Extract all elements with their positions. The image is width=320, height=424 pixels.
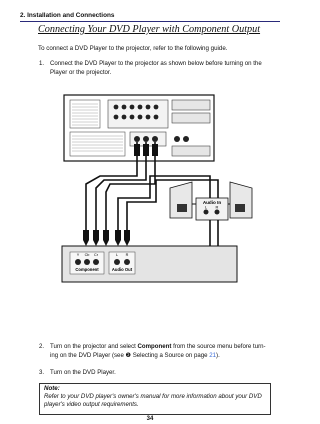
step-2 xyxy=(39,342,279,364)
step-line: Connect the DVD Player to the projector as shown below before turning on the xyxy=(50,60,262,67)
audio-in-l-label: L xyxy=(204,204,208,210)
audio-out-label: Audio Out xyxy=(111,267,133,272)
dvd-player xyxy=(62,246,237,282)
step-line: ing on the DVD Player (see ❷ Selecting a Source on page xyxy=(50,352,210,359)
step-number: 2. xyxy=(39,343,45,350)
step-number: 3. xyxy=(39,369,45,376)
intro-text: To connect a DVD Player to the projector, refer to the following guide. xyxy=(38,45,228,52)
component-keyword: Component xyxy=(137,343,172,350)
audio-out-l-label: L xyxy=(115,253,119,257)
page-title: Connecting Your DVD Player with Component Output xyxy=(38,24,261,35)
step-1 xyxy=(39,59,279,79)
step-3 xyxy=(39,368,279,378)
port-label-cb: Cb xyxy=(84,253,90,257)
step-number: 1. xyxy=(39,60,45,67)
page-link[interactable]: 21 xyxy=(209,352,217,359)
port-label-cr: Cr xyxy=(93,253,99,257)
step-line: Player or the projector. xyxy=(50,69,112,76)
header-rule xyxy=(20,21,280,22)
audio-in-r-label: R xyxy=(215,204,219,210)
note-text xyxy=(44,393,268,409)
note-line: Refer to your DVD player's owner's manual for more information about your DVD xyxy=(44,393,262,400)
audio-in-label: Audio In xyxy=(202,200,222,205)
note-line: player's video output requirements. xyxy=(44,401,139,408)
component-label: Component xyxy=(75,267,99,272)
audio-out-r-label: R xyxy=(125,253,129,257)
section-header: 2. Installation and Connections xyxy=(20,12,115,19)
step-line: from the source menu before turn- xyxy=(171,343,266,350)
step-text xyxy=(50,59,262,77)
port-label-y: Y xyxy=(76,253,80,257)
step-text: Turn on the DVD Player. xyxy=(50,369,116,376)
connection-diagram xyxy=(0,80,300,338)
step-text xyxy=(50,342,266,360)
step-line: ). xyxy=(216,352,220,359)
note-title: Note: xyxy=(44,385,60,392)
note-box xyxy=(39,383,271,415)
page-number: 34 xyxy=(146,416,154,422)
step-line: Turn on the projector and select xyxy=(50,343,138,350)
